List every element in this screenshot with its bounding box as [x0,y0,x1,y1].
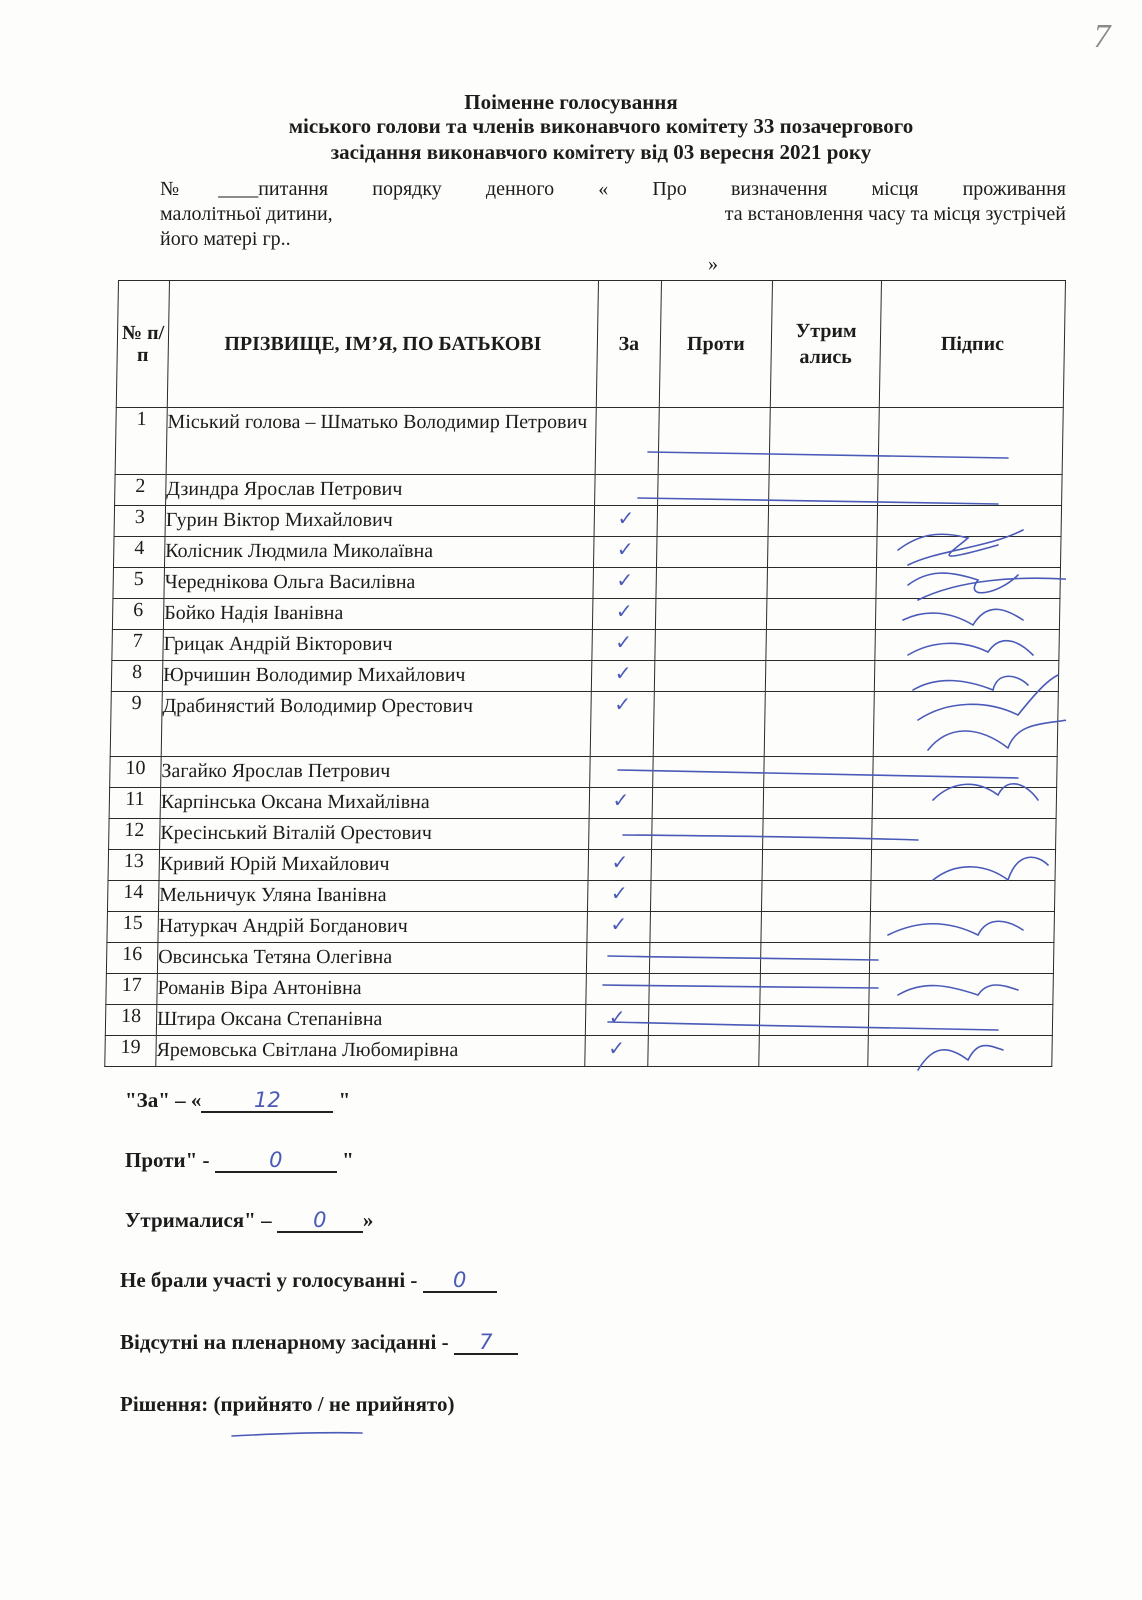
voting-table [104,280,1066,1067]
vote-for-cell: ✓ [593,537,657,568]
table-row [112,599,1060,630]
signature-cell [872,788,1057,819]
summary-for-value: 12 [201,1089,333,1113]
table-row [105,1005,1053,1036]
vote-for-cell: ✓ [591,661,655,692]
member-name: Міський голова – Шматько Володимир Петрович [166,408,596,475]
row-number: 14 [107,881,159,912]
table-row [111,661,1059,692]
vote-for-cell [595,408,659,475]
vote-against-cell [650,881,762,912]
member-name: Загайко Ярослав Петрович [161,757,591,788]
vote-abstained-cell [765,661,875,692]
agenda-line-2 [160,202,1066,227]
header-name: ПРІЗВИЩЕ, ІМ’Я, ПО БАТЬКОВІ [167,281,598,408]
member-name: Кривий Юрій Михайлович [159,850,589,881]
vote-for-cell: ✓ [593,568,657,599]
member-name: Романів Віра Антонівна [157,974,587,1005]
vote-abstained-cell [762,850,872,881]
member-name: Овсинська Тетяна Олегівна [157,943,587,974]
vote-abstained-cell [759,1036,869,1067]
vote-against-cell [653,692,765,757]
row-number: 11 [109,788,161,819]
summary-absent [120,1330,518,1355]
summary-for-label: "За" – « [125,1088,202,1112]
vote-abstained-cell [767,568,877,599]
summary-abstained-end: » [362,1208,374,1232]
vote-abstained-cell [764,692,874,757]
title-line-3: засідання виконавчого комітету від 03 вересня 2021 року [330,140,872,164]
member-name: Драбинястий Володимир Орестович [161,692,591,757]
vote-for-cell [589,819,653,850]
header-for: За [596,281,661,408]
vote-abstained-cell [761,881,871,912]
member-name: Кресінський Віталій Орестович [160,819,590,850]
vote-for-cell: ✓ [594,506,658,537]
vote-against-cell [650,912,762,943]
member-name: Бойко Надія Іванівна [163,599,593,630]
table-row [115,408,1063,475]
vote-abstained-cell [763,819,873,850]
signature-cell [873,692,1058,757]
member-name: Гурин Віктор Михайлович [165,506,595,537]
member-name: Мельничук Уляна Іванівна [158,881,588,912]
signature-cell [877,506,1062,537]
row-number: 10 [110,757,162,788]
voting-table-area [118,280,1066,1090]
summary-absent-value: 7 [454,1331,518,1355]
agenda-line-2a: малолітньої дитини, [160,203,333,225]
vote-abstained-cell [769,475,879,506]
header-signature: Підпис [879,281,1065,408]
vote-against-cell [654,661,766,692]
vote-abstained-cell [760,943,870,974]
vote-for-cell: ✓ [589,788,653,819]
vote-for-cell: ✓ [592,630,656,661]
table-row [108,850,1056,881]
row-number: 19 [105,1036,157,1067]
summary-not-participated-label: Не брали участі у голосуванні - [120,1268,418,1292]
table-row [105,1036,1053,1067]
signature-cell [876,568,1061,599]
summary-against-label: Проти" - [125,1148,210,1172]
signature-cell [875,630,1060,661]
table-row [109,788,1057,819]
signature-cell [873,757,1058,788]
vote-abstained-cell [764,757,874,788]
title-line-2: міського голови та членів виконавчого комітету 33 позачергового [288,114,914,138]
table-row [113,537,1061,568]
vote-for-cell: ✓ [587,912,651,943]
signature-cell [871,850,1056,881]
row-number: 8 [111,661,163,692]
signature-cell [878,475,1063,506]
vote-abstained-cell [766,599,876,630]
table-row [114,506,1062,537]
title-line-1: Поіменне голосування [464,90,678,114]
agenda-item-text [160,177,1066,277]
vote-against-cell [649,974,761,1005]
table-row [110,692,1058,757]
row-number: 12 [109,819,161,850]
table-row [107,912,1055,943]
table-row [106,974,1054,1005]
member-name: Колісник Людмила Миколаївна [164,537,594,568]
summary-for [125,1088,350,1113]
vote-abstained-cell [763,788,873,819]
member-name: Череднікова Ольга Василівна [164,568,594,599]
header-abstained: Утрим ались [770,281,881,408]
vote-against-cell [652,819,764,850]
row-number: 13 [108,850,160,881]
signature-cell [874,661,1059,692]
table-row [106,943,1054,974]
vote-abstained-cell [769,408,879,475]
row-number: 7 [112,630,164,661]
vote-against-cell [655,599,767,630]
vote-against-cell [656,537,768,568]
signature-cell [872,819,1057,850]
signature-cell [876,537,1061,568]
header-number: № п/п [116,281,169,408]
agenda-line-1: №____питання порядку денного « Про визначення місця проживання [160,178,1066,200]
vote-abstained-cell [767,537,877,568]
vote-for-cell: ✓ [585,1036,649,1067]
table-row [113,568,1061,599]
signature-cell [878,408,1063,475]
table-row [112,630,1060,661]
vote-against-cell [648,1036,760,1067]
vote-for-cell: ✓ [588,850,652,881]
vote-against-cell [652,788,764,819]
row-number: 1 [115,408,167,475]
vote-abstained-cell [766,630,876,661]
member-name: Карпінська Оксана Михайлівна [160,788,590,819]
row-number: 4 [113,537,165,568]
table-row [115,475,1063,506]
vote-against-cell [657,506,769,537]
vote-for-cell: ✓ [590,692,654,757]
summary-absent-label: Відсутні на пленарному засіданні - [120,1330,449,1354]
vote-against-cell [656,568,768,599]
vote-abstained-cell [761,912,871,943]
row-number: 2 [115,475,167,506]
member-name: Яремовська Світлана Любомирівна [156,1036,586,1067]
vote-against-cell [655,630,767,661]
row-number: 3 [114,506,166,537]
vote-for-cell: ✓ [587,881,651,912]
summary-for-end: " [338,1088,351,1112]
page-number: 7 [1093,18,1111,55]
summary-abstained [125,1208,373,1233]
table-row [110,757,1058,788]
vote-abstained-cell [768,506,878,537]
agenda-line-2b: та встановлення часу та місця зустрічей [724,203,1066,225]
vote-for-cell [586,974,650,1005]
signature-cell [868,1005,1053,1036]
table-row [107,881,1055,912]
row-number: 15 [107,912,159,943]
summary-decision [120,1392,454,1417]
row-number: 16 [106,943,158,974]
member-name: Грицак Андрій Вікторович [163,630,593,661]
vote-for-cell: ✓ [585,1005,649,1036]
row-number: 17 [106,974,158,1005]
row-number: 5 [113,568,165,599]
vote-abstained-cell [759,1005,869,1036]
summary-abstained-label: Утрималися" – [125,1208,272,1232]
vote-against-cell [651,850,763,881]
header-against: Проти [659,281,772,408]
summary-not-participated [120,1268,497,1293]
vote-against-cell [649,943,761,974]
member-name: Юрчишин Володимир Михайлович [162,661,592,692]
signature-cell [875,599,1060,630]
signature-cell [869,943,1054,974]
summary-not-participated-value: 0 [423,1269,497,1293]
vote-against-cell [658,475,770,506]
row-number: 9 [110,692,162,757]
summary-decision-label: Рішення: (прийнято / не прийнято) [120,1392,455,1416]
vote-for-cell [590,757,654,788]
signature-cell [870,881,1055,912]
member-name: Дзиндра Ярослав Петрович [166,475,596,506]
summary-against-end: " [342,1148,354,1172]
summary-against [125,1148,354,1173]
row-number: 18 [105,1005,157,1036]
summary-abstained-value: 0 [277,1209,363,1233]
vote-against-cell [648,1005,760,1036]
member-name: Штира Оксана Степанівна [156,1005,586,1036]
signature-cell [869,974,1054,1005]
row-number: 6 [112,599,164,630]
vote-for-cell [586,943,650,974]
vote-abstained-cell [760,974,870,1005]
agenda-line-3: його матері гр.. [160,228,291,250]
member-name: Натуркач Андрій Богданович [158,912,588,943]
signature-cell [870,912,1055,943]
vote-for-cell: ✓ [592,599,656,630]
vote-for-cell [595,475,659,506]
table-row [109,819,1057,850]
vote-against-cell [653,757,765,788]
summary-against-value: 0 [215,1149,337,1173]
vote-against-cell [658,408,770,475]
signature-cell [868,1036,1053,1067]
table-header-row [116,281,1065,408]
agenda-line-4: » [708,253,718,275]
